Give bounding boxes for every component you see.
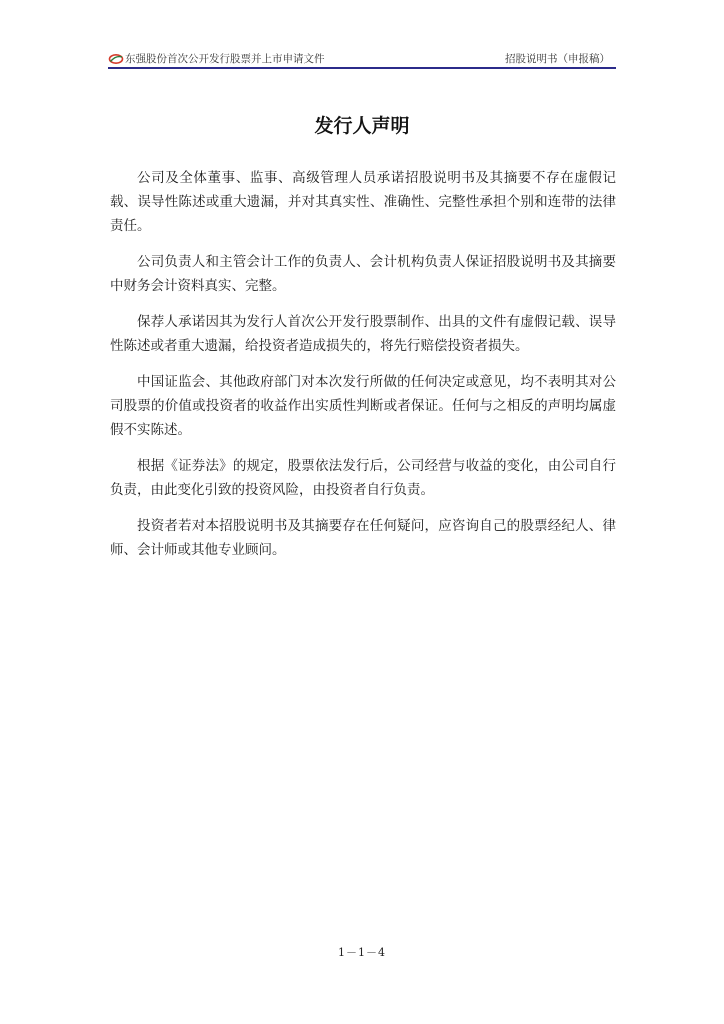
statement-paragraph: 投资者若对本招股说明书及其摘要存在任何疑问，应咨询自己的股票经纪人、律师、会计师或其他专业顾问。 [110, 518, 616, 558]
page-header [108, 50, 616, 68]
statement-paragraph: 根据《证券法》的规定，股票依法发行后，公司经营与收益的变化，由公司自行负责，由此变化引致的投资风险，由投资者自行负责。 [110, 458, 616, 498]
statement-paragraph: 公司负责人和主管会计工作的负责人、会计机构负责人保证招股说明书及其摘要中财务会计资料真实、完整。 [110, 254, 616, 294]
statement-body [110, 166, 616, 574]
company-logo-icon [108, 51, 124, 65]
page-title: 发行人声明 [314, 115, 410, 137]
statement-paragraph: 保荐人承诺因其为发行人首次公开发行股票制作、出具的文件有虚假记载、误导性陈述或者重大遗漏，给投资者造成损失的，将先行赔偿投资者损失。 [110, 314, 616, 354]
statement-paragraph: 中国证监会、其他政府部门对本次发行所做的任何决定或意见，均不表明其对公司股票的价值或投资者的收益作出实质性判断或者保证。任何与之相反的声明均属虚假不实陈述。 [110, 374, 616, 438]
page-number: 1－1－4 [338, 946, 386, 959]
header-document-type: 招股说明书（申报稿） [505, 53, 610, 65]
header-rule [108, 67, 616, 69]
header-document-title: 东强股份首次公开发行股票并上市申请文件 [125, 53, 325, 65]
statement-paragraph: 公司及全体董事、监事、高级管理人员承诺招股说明书及其摘要不存在虚假记载、误导性陈述或重大遗漏，并对其真实性、准确性、完整性承担个别和连带的法律责任。 [110, 170, 616, 234]
